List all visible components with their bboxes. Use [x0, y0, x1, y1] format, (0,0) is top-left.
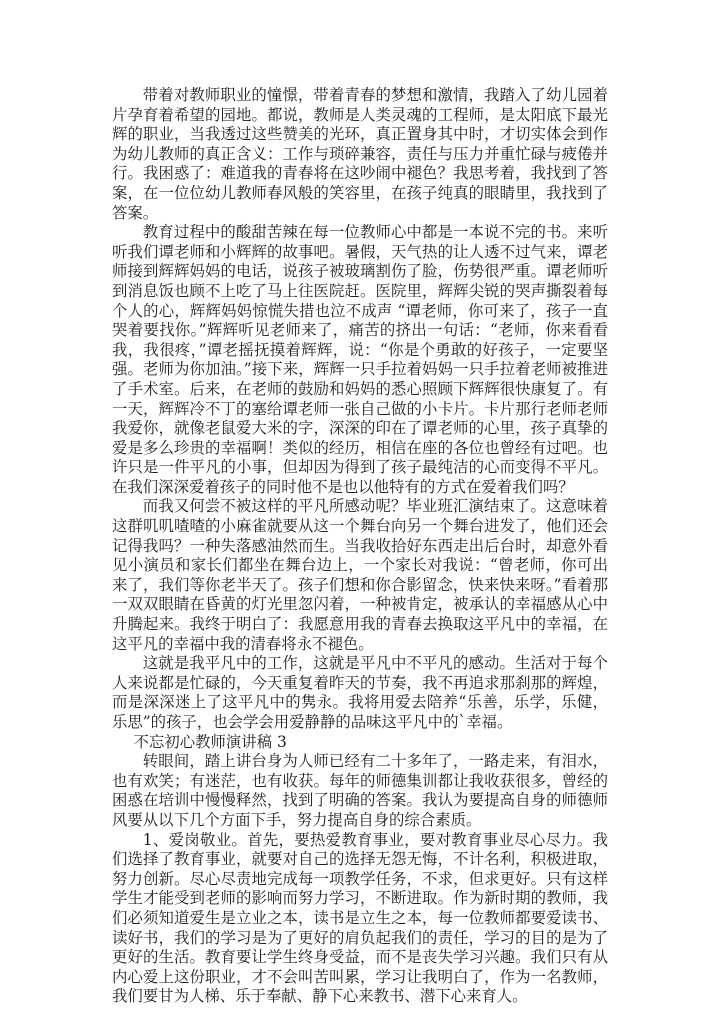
section-heading: 不忘初心教师演讲稿 3 [133, 732, 287, 751]
paragraph-6: 1、爱岗敬业。首先，要热爱教育事业，要对教育事业尽心尽力。我们选择了教育事业，就要对自己的选择无怨无悔，不计名利，积极进取，努力创新。尽心尽责地完成每一项教学任务，不求，但求更好。只有这样学生才能受到老师的影响而努力学习，不断进取。作为新时期的教师，我们必须知道爱生是立业之本，读书是立生之本，每一位教师都要爱读书、读好书，我们的学习是为了更好的肩负起我们的责任，学习的目的是为了更好的生活。教育要让学生终身受益，而不是丧失学习兴趣。我们只有从内心爱上这份职业，才不会叫苦叫累，学习让我明白了，作为一名教师，我们要甘为人梯、乐于奉献、静下心来教书、潜下心来育人。 [112, 830, 608, 1006]
document-body [112, 86, 608, 1007]
paragraph-1: 带着对教师职业的憧憬，带着青春的梦想和激情，我踏入了幼儿园着片孕育着希望的园地。都说，教师是人类灵魂的工程师，是太阳底下最光辉的职业，当我透过这些赞美的光环，真正置身其中时，才切实体会到作为幼儿教师的真正含义：工作与琐碎兼容，责任与压力并重忙碌与疲倦并行。我困惑了：难道我的青春将在这吵闹中褪色？我思考着，我找到了答案，在一位位幼儿教师春风般的笑容里，在孩子纯真的眼睛里，我找到了答案。 [112, 86, 608, 222]
paragraph-5: 转眼间，踏上讲台身为人师已经有二十多年了，一路走来，有泪水，也有欢笑；有迷茫，也有收获。每年的师德集训都让我收获很多，曾经的困惑在培训中慢慢释然，找到了明确的答案。我认为要提高自身的师德师风要从以下几个方面下手，努力提高自身的综合素质。 [112, 752, 608, 829]
paragraph-4: 这就是我平凡中的工作，这就是平凡中不平凡的感动。生活对于每个人来说都是忙碌的，今天重复着昨天的节奏，我不再追求那刹那的辉煌，而是深深迷上了这平凡中的隽永。我将用爱去陪养“乐善，乐学，乐健，乐思”的孩子，也会学会用爱静静的品味这平凡中的`幸福。 [112, 654, 608, 731]
paragraph-3: 而我又何尝不被这样的平凡所感动呢？毕业班汇演结束了。这意味着这群叽叽喳喳的小麻雀就要从这一个舞台向另一个舞台进发了，他们还会记得我吗？一种失落感油然而生。当我收拾好东西走出后台时，却意外看见小演员和家长们都坐在舞台边上，一个家长对我说：“曾老师，你可出来了，我们等你老半天了。孩子们想和你合影留念，快来快来呀。”看着那一双双眼睛在昏黄的灯光里忽闪着，一种被肯定，被承认的幸福感从心中升腾起来。我终于明白了：我愿意用我的青春去换取这平凡中的幸福，在这平凡的幸福中我的清春将永不褪色。 [112, 497, 608, 653]
paragraph-2: 教育过程中的酸甜苦辣在每一位教师心中都是一本说不完的书。来听听我们谭老师和小辉辉的故事吧。暑假，天气热的让人透不过气来，谭老师接到辉辉妈妈的电话，说孩子被玻璃割伤了脸，伤势很严重。谭老师听到消息饭也顾不上吃了马上往医院赶。医院里，辉辉尖锐的哭声撕裂着每个人的心，辉辉妈妈惊慌失措也泣不成声 “谭老师，你可来了，孩子一直哭着要找你。”辉辉听见老师来了，痛苦的挤出一句话：“老师，你来看看我，我很疼，”谭老摇抚摸着辉辉，说：“你是个勇敢的好孩子，一定要坚强。老师为你加油。”接下来，辉辉一只手拉着妈妈一只手拉着老师被推进了手术室。后来，在老师的鼓励和妈妈的悉心照顾下辉辉很快康复了。有一天，辉辉冷不丁的塞给谭老师一张自己做的小卡片。卡片那行老师老师我爱你，就像老鼠爱大米的字，深深的印在了谭老师的心里，孩子真挚的爱是多么珍贵的幸福啊！类似的经历，相信在座的各位也曾经有过吧。也许只是一件平凡的小事，但却因为得到了孩子最纯洁的心而变得不平凡。在我们深深爱着孩子的同时他不是也以他特有的方式在爱着我们吗？ [112, 223, 608, 496]
